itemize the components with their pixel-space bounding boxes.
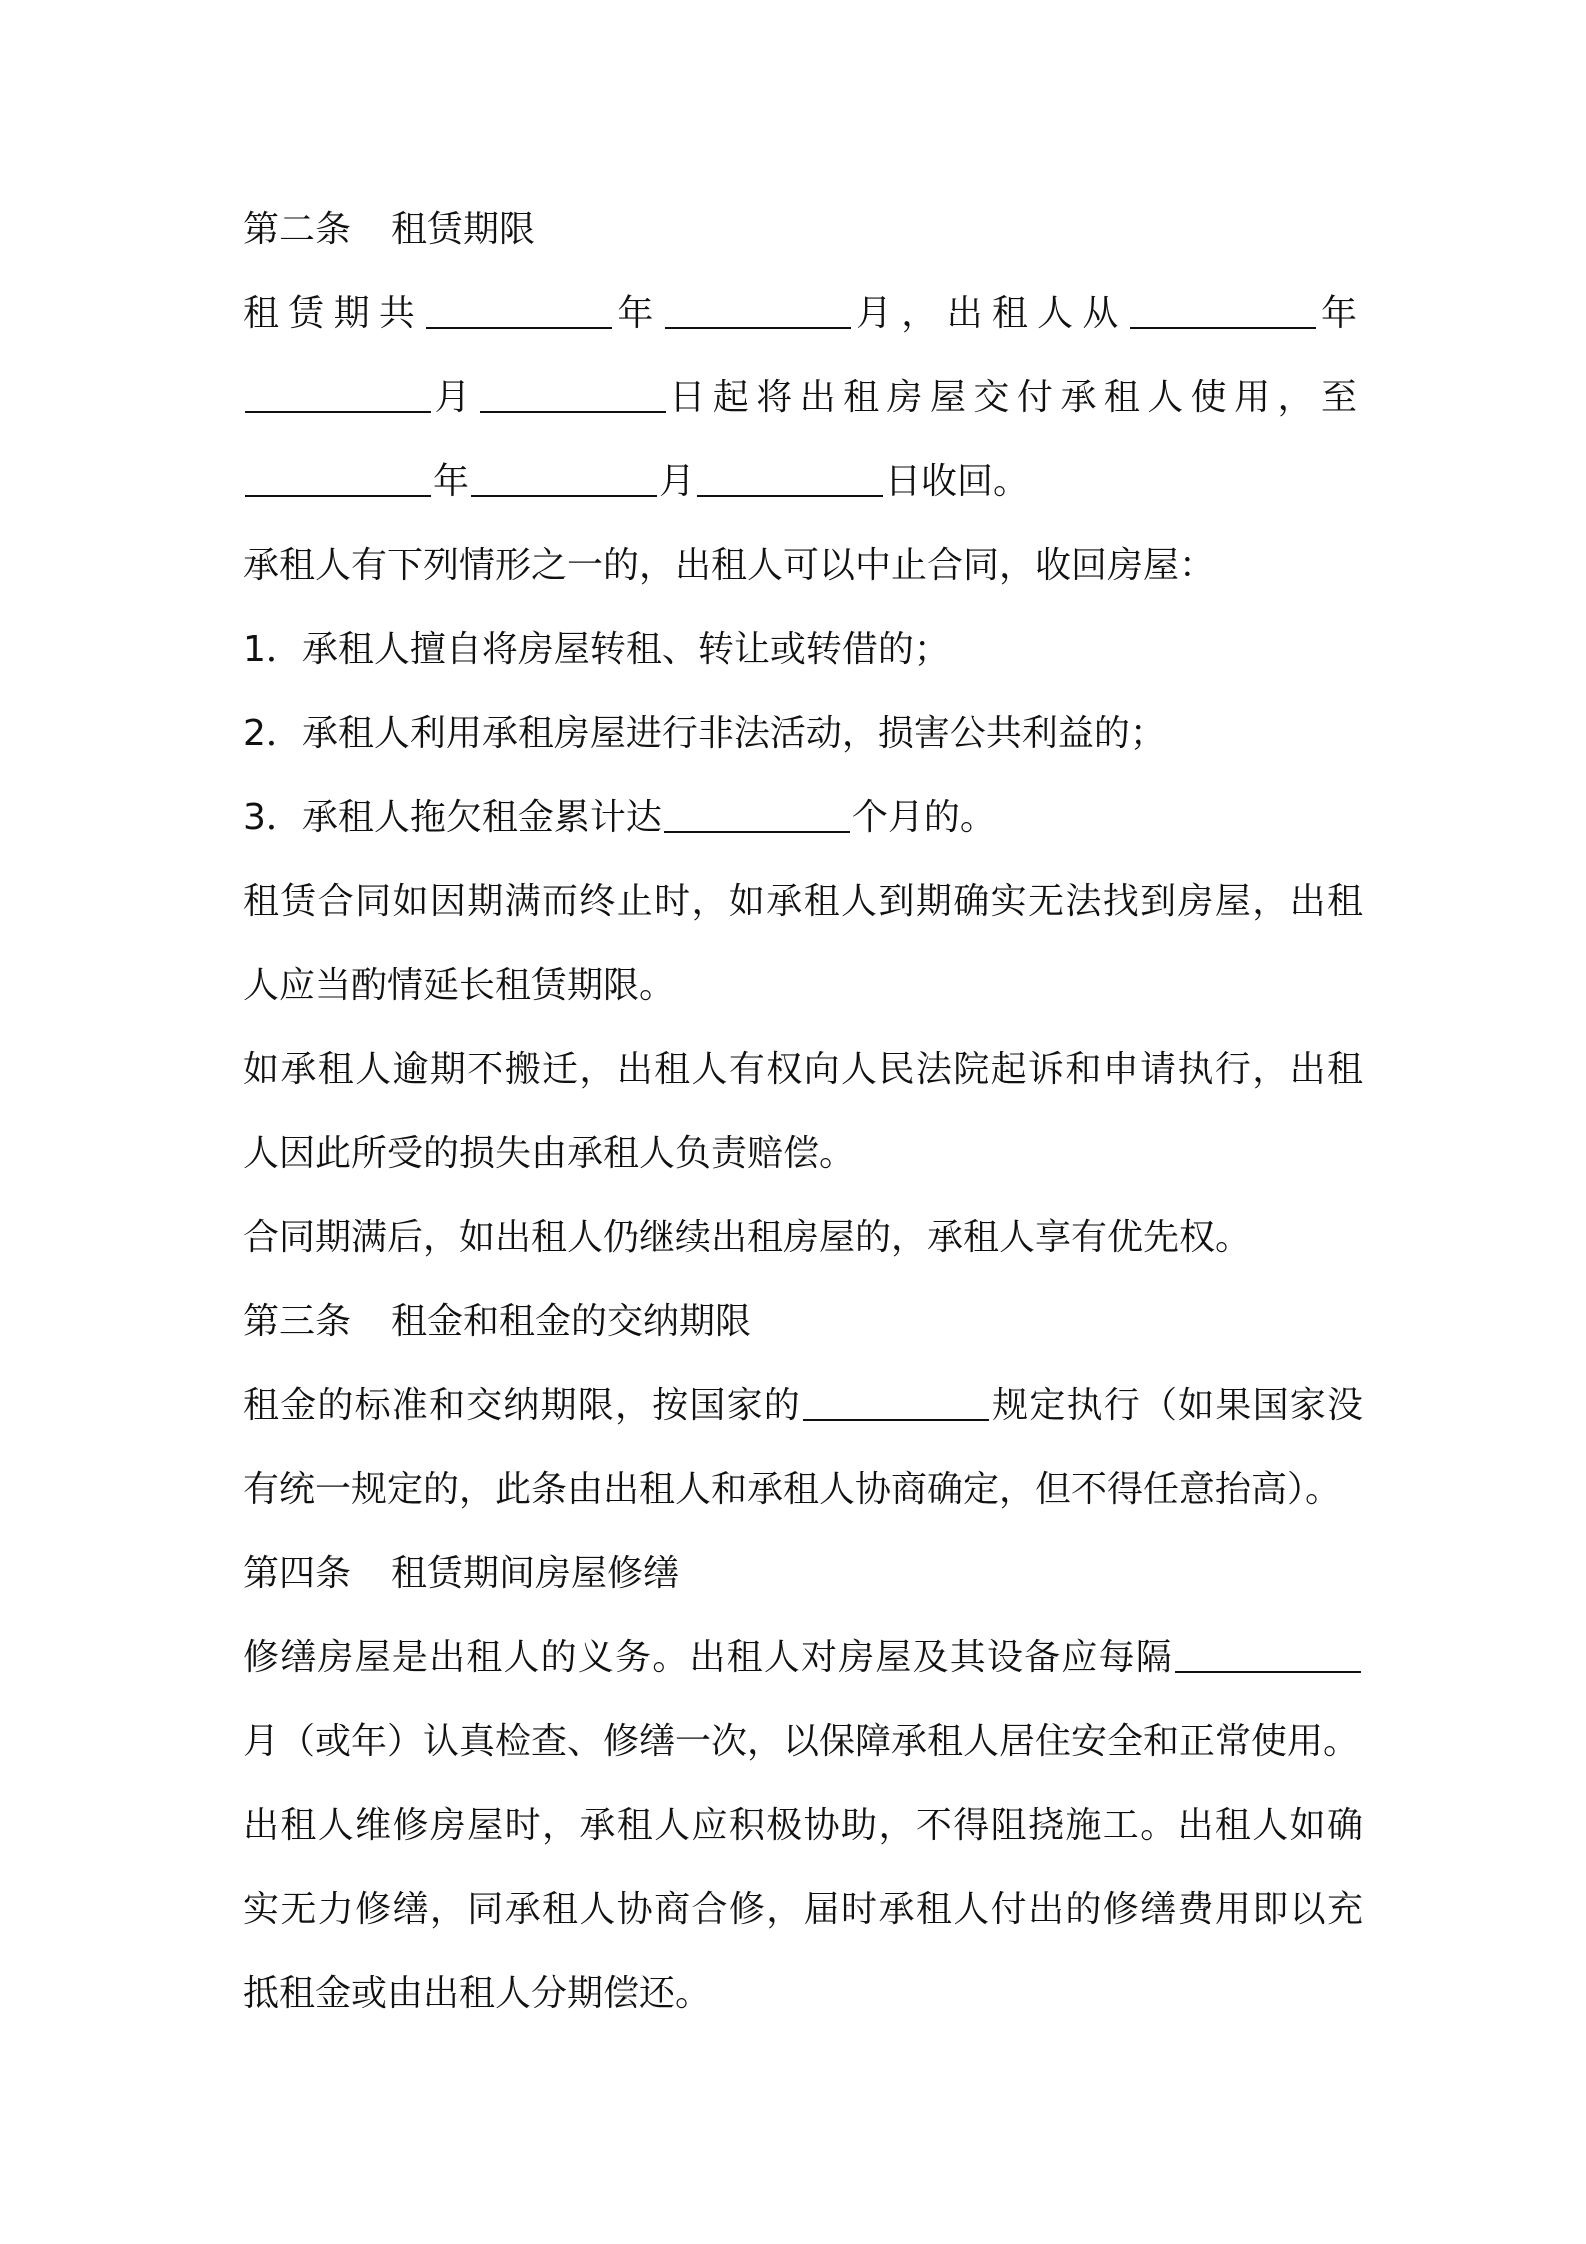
article-2-item-3	[243, 788, 1363, 872]
article-4-para-2-line-2: 实无力修缮，同承租人协商合修，届时承租人付出的修缮费用即以充	[243, 1889, 1363, 1930]
repair-text-a: 修缮房屋是出租人的义务。出租人对房屋及其设备应每隔	[243, 1637, 1173, 1678]
term-months-blank	[665, 287, 851, 329]
article-2-term-line-3	[243, 452, 1363, 536]
article-3-para-1-line-1	[243, 1376, 1363, 1460]
term-text-e: 月	[433, 377, 478, 418]
end-month-blank	[471, 455, 657, 497]
rent-regulation-blank	[803, 1379, 989, 1421]
start-year-blank	[1130, 287, 1316, 329]
article-2-para-5: 合同期满后，如出租人仍继续出租房屋的，承租人享有优先权。	[243, 1217, 1252, 1258]
end-day-blank	[697, 455, 883, 497]
rent-text-b: 规定执行（如果国家没	[990, 1385, 1363, 1426]
article-2-para-3-line-1: 租赁合同如因期满而终止时，如承租人到期确实无法找到房屋，出租	[243, 881, 1363, 922]
article-4-para-1-line-2: 月（或年）认真检查、修缮一次，以保障承租人居住安全和正常使用。	[243, 1721, 1360, 1762]
term-years-blank	[426, 287, 612, 329]
article-4-para-1-line-1	[243, 1628, 1363, 1712]
start-month-blank	[245, 371, 431, 413]
article-2-item-2: 2．承租人利用承租房屋进行非法活动，损害公共利益的；	[243, 713, 1166, 754]
rent-text-a: 租金的标准和交纳期限，按国家的	[243, 1385, 801, 1426]
article-3-number: 第三条	[243, 1301, 352, 1342]
term-text-d: 年	[1317, 293, 1363, 334]
repair-interval-blank	[1175, 1631, 1361, 1673]
term-text-h: 月	[659, 461, 696, 502]
article-4-para-2-line-3: 抵租金或由出租人分期偿还。	[243, 1973, 712, 2014]
article-2-term-line-2	[243, 368, 1363, 452]
term-text-b: 年	[614, 293, 663, 334]
article-2-para-4-line-2: 人因此所受的损失由承租人负责赔偿。	[243, 1133, 856, 1174]
article-2-para-4-line-1: 如承租人逾期不搬迁，出租人有权向人民法院起诉和申请执行，出租	[243, 1049, 1363, 1090]
article-2-term-line-1	[243, 284, 1363, 368]
arrears-months-blank	[664, 791, 850, 833]
article-4-title: 租赁期间房屋修缮	[391, 1553, 680, 1594]
term-text-c: 月，出租人从	[852, 293, 1128, 334]
article-3-title: 租金和租金的交纳期限	[391, 1301, 752, 1342]
article-4-heading	[243, 1544, 1363, 1628]
article-2-number: 第二条	[243, 209, 352, 250]
article-3-heading	[243, 1292, 1363, 1376]
term-text-f: 日起将出租房屋交付承租人使用，至	[667, 377, 1363, 418]
article-4-para-2-line-1: 出租人维修房屋时，承租人应积极协助，不得阻挠施工。出租人如确	[243, 1805, 1363, 1846]
article-2-title: 租赁期限	[391, 209, 536, 250]
item-3-text-a: 3．承租人拖欠租金累计达	[243, 797, 662, 838]
item-3-text-b: 个月的。	[851, 797, 996, 838]
article-2-item-1: 1．承租人擅自将房屋转租、转让或转借的；	[243, 629, 950, 670]
document-body	[243, 200, 1363, 2048]
article-2-termination-intro: 承租人有下列情形之一的，出租人可以中止合同，收回房屋：	[243, 545, 1216, 586]
end-year-blank	[245, 455, 431, 497]
term-text-i: 日收回。	[885, 461, 1030, 502]
start-day-blank	[480, 371, 666, 413]
term-text-a: 租赁期共	[243, 293, 425, 334]
term-text-g: 年	[433, 461, 470, 502]
article-2-para-3-line-2: 人应当酌情延长租赁期限。	[243, 965, 676, 1006]
article-4-number: 第四条	[243, 1553, 352, 1594]
article-2-heading	[243, 200, 1363, 284]
article-3-para-1-line-2: 有统一规定的，此条由出租人和承租人协商确定，但不得任意抬高）。	[243, 1469, 1342, 1510]
